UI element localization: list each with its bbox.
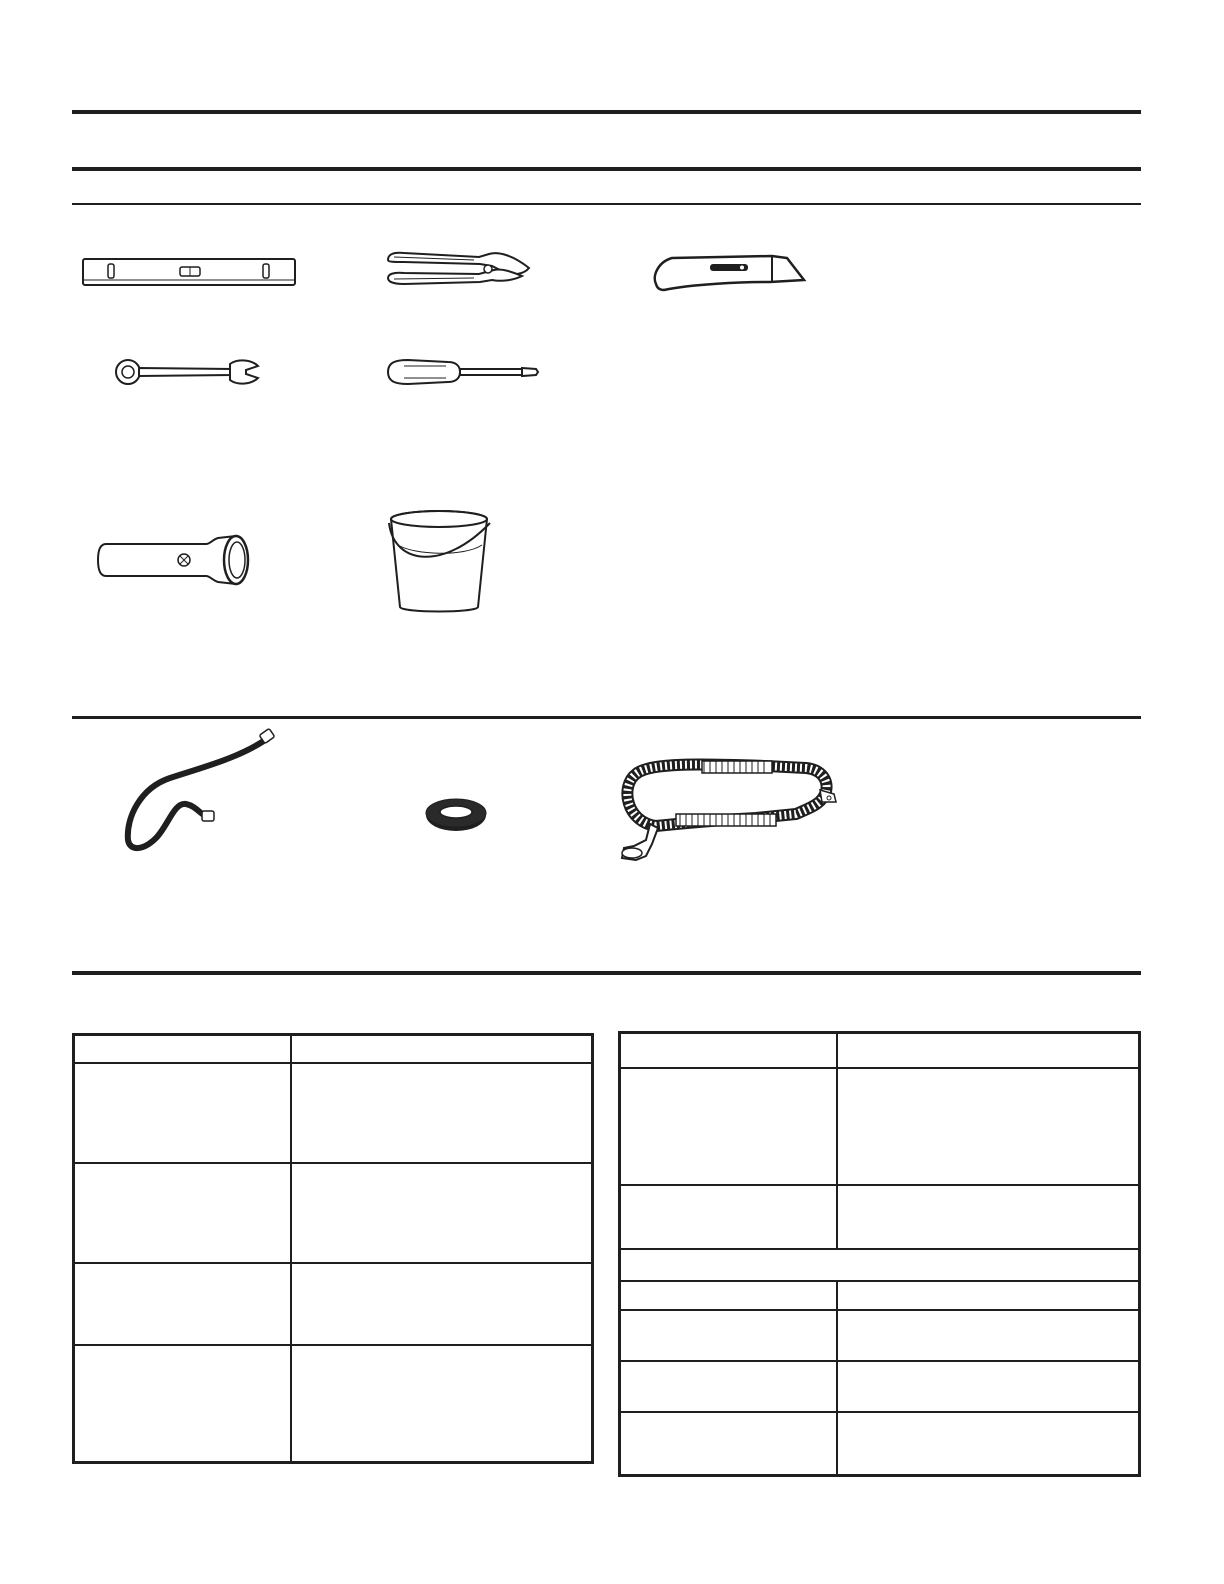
table-row <box>620 1033 1140 1068</box>
table-cell <box>837 1310 1140 1361</box>
table-cell <box>74 1163 291 1263</box>
bucket-icon <box>384 505 494 617</box>
table-row <box>620 1361 1140 1412</box>
table-header-cell <box>291 1035 593 1063</box>
table-row <box>74 1063 593 1163</box>
table-row <box>74 1345 593 1463</box>
table-header-cell <box>837 1033 1140 1068</box>
table-row <box>620 1281 1140 1310</box>
table-cell <box>837 1185 1140 1249</box>
rubber-washer-icon <box>424 796 488 832</box>
table-row <box>74 1163 593 1263</box>
table-cell <box>620 1068 837 1185</box>
table-subheader-row <box>620 1249 1140 1281</box>
table-row <box>74 1035 593 1063</box>
table-cell <box>74 1345 291 1463</box>
parts-section-rule <box>72 716 1141 719</box>
table-cell <box>291 1263 593 1345</box>
table-cell <box>620 1185 837 1249</box>
table-subheader-cell <box>620 1249 1140 1281</box>
table-header-cell <box>620 1281 837 1310</box>
flashlight-icon <box>96 530 256 590</box>
table-row <box>620 1310 1140 1361</box>
pliers-icon <box>384 248 534 290</box>
table-row <box>620 1412 1140 1476</box>
table-row <box>620 1068 1140 1185</box>
table-cell <box>837 1412 1140 1476</box>
spec-table-right <box>618 1031 1141 1477</box>
table-cell <box>291 1163 593 1263</box>
table-cell <box>74 1263 291 1345</box>
drain-hose-icon <box>616 756 846 866</box>
tools-section-rule <box>72 203 1141 205</box>
table-cell <box>620 1361 837 1412</box>
table-header-cell <box>837 1281 1140 1310</box>
table-header-cell <box>620 1033 837 1068</box>
wrench-icon <box>112 356 262 388</box>
specifications-section-rule <box>72 971 1141 975</box>
header-bottom-rule <box>72 167 1141 171</box>
table-cell <box>291 1345 593 1463</box>
screwdriver-icon <box>384 356 544 388</box>
water-supply-hose-icon <box>120 728 280 853</box>
spec-table-left <box>72 1033 594 1464</box>
table-row <box>620 1185 1140 1249</box>
table-cell <box>620 1310 837 1361</box>
header-top-rule <box>72 110 1141 114</box>
level-icon <box>80 255 300 289</box>
table-cell <box>291 1063 593 1163</box>
table-header-cell <box>74 1035 291 1063</box>
table-cell <box>620 1412 837 1476</box>
utility-knife-icon <box>652 250 807 292</box>
table-row <box>74 1263 593 1345</box>
table-cell <box>837 1068 1140 1185</box>
table-cell <box>74 1063 291 1163</box>
table-cell <box>837 1361 1140 1412</box>
